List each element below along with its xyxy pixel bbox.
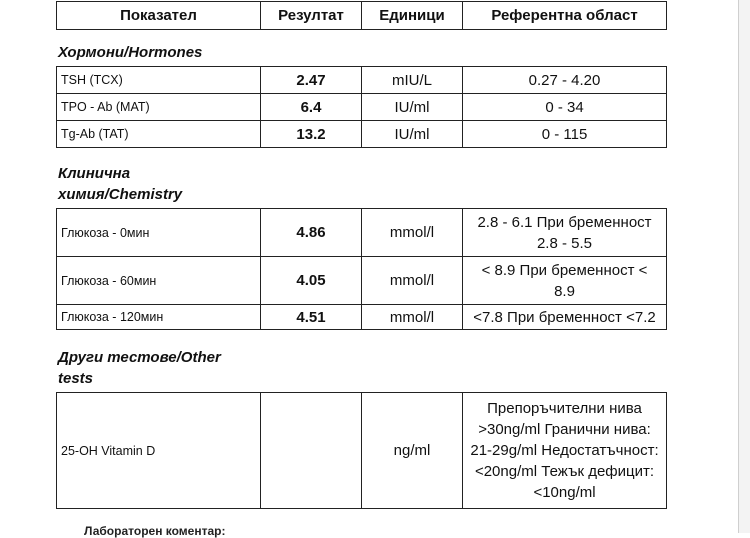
test-reference: 0 - 115 xyxy=(463,121,667,148)
test-unit: IU/ml xyxy=(362,121,463,148)
reference-line: <10ng/ml xyxy=(533,484,596,501)
test-name: Глюкоза - 0мин xyxy=(57,209,261,257)
reference-line: <20ng/ml Тежък дефицит: xyxy=(474,463,655,480)
reference-line: < 8.9 При бременност < xyxy=(481,261,648,279)
table-header-row xyxy=(57,2,667,30)
test-reference: 0 - 34 xyxy=(463,94,667,121)
test-unit: ng/ml xyxy=(362,393,463,509)
test-result: 4.86 xyxy=(261,209,362,257)
table-row xyxy=(57,257,667,305)
test-name: TSH (TCX) xyxy=(57,67,261,94)
reference-line: 2.8 - 6.1 При бременност xyxy=(477,213,652,231)
section-title-other-tests xyxy=(58,347,221,389)
test-unit: mIU/L xyxy=(362,67,463,94)
table-row xyxy=(57,94,667,121)
test-unit: IU/ml xyxy=(362,94,463,121)
results-header-table xyxy=(56,1,667,30)
header-result: Резултат xyxy=(261,2,362,30)
chemistry-table xyxy=(56,208,667,330)
test-name: Глюкоза - 120мин xyxy=(57,305,261,330)
section-title-line: Други тестове/Other xyxy=(58,349,221,366)
section-title-line: Клинична xyxy=(58,165,131,182)
section-title-hormones: Хормони/Hormones xyxy=(58,44,203,61)
test-result: 13.2 xyxy=(261,121,362,148)
test-reference xyxy=(463,393,667,509)
reference-line: >30ng/ml Гранични нива: xyxy=(478,421,651,438)
reference-line: 2.8 - 5.5 xyxy=(536,234,593,252)
reference-line: Препоръчителни нива xyxy=(487,400,642,417)
table-row xyxy=(57,393,667,509)
test-unit: mmol/l xyxy=(362,209,463,257)
reference-line: 8.9 xyxy=(554,282,575,300)
test-reference xyxy=(463,257,667,305)
test-reference: <7.8 При бременност <7.2 xyxy=(463,305,667,330)
section-title-line: химия/Chemistry xyxy=(58,186,183,203)
hormones-table xyxy=(56,66,667,148)
test-name: Tg-Ab (TAT) xyxy=(57,121,261,148)
table-row xyxy=(57,121,667,148)
test-result: 4.51 xyxy=(261,305,362,330)
header-reference-range: Референтна област xyxy=(463,2,667,30)
lab-comment-label: Лабораторен коментар: xyxy=(84,524,226,538)
table-row xyxy=(57,67,667,94)
table-row xyxy=(57,305,667,330)
other-tests-table xyxy=(56,392,667,509)
test-reference: 0.27 - 4.20 xyxy=(463,67,667,94)
test-result xyxy=(261,393,362,509)
test-name: TPO - Ab (MAT) xyxy=(57,94,261,121)
section-title-line: tests xyxy=(58,370,94,387)
header-units: Единици xyxy=(362,2,463,30)
test-name: Глюкоза - 60мин xyxy=(57,257,261,305)
reference-line: 21-29g/ml Недостатъчност: xyxy=(470,442,659,459)
table-row xyxy=(57,209,667,257)
test-unit: mmol/l xyxy=(362,257,463,305)
header-indicator: Показател xyxy=(57,2,261,30)
test-unit: mmol/l xyxy=(362,305,463,330)
test-reference xyxy=(463,209,667,257)
test-result: 2.47 xyxy=(261,67,362,94)
test-name: 25-OH Vitamin D xyxy=(57,393,261,509)
test-result: 4.05 xyxy=(261,257,362,305)
page-margin xyxy=(739,0,750,533)
test-result: 6.4 xyxy=(261,94,362,121)
section-title-chemistry xyxy=(58,163,182,205)
